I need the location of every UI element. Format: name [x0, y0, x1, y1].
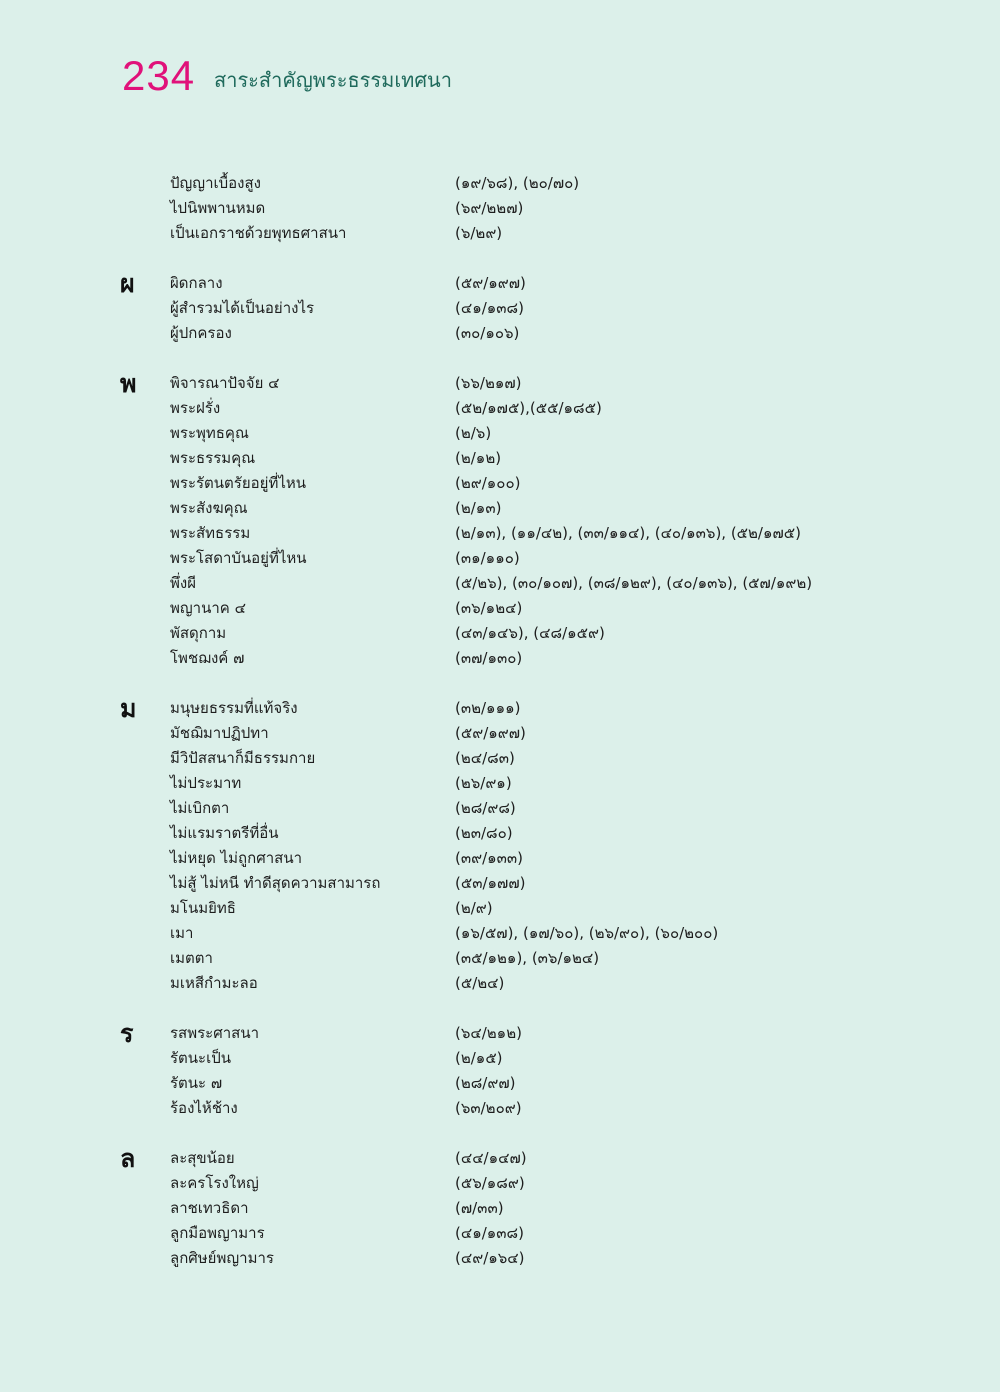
index-entry — [0, 646, 1000, 671]
index-entry — [0, 521, 1000, 546]
entry-reference: (๓๗/๑๓๐) — [455, 649, 523, 667]
entry-term: ร้องไห้ช้าง — [170, 1099, 238, 1117]
index-entry — [0, 821, 1000, 846]
entry-reference: (๓๒/๑๑๑) — [455, 699, 521, 717]
entry-reference: (๕/๒๔) — [455, 974, 505, 992]
index-entry — [0, 746, 1000, 771]
entry-term: มโนมยิทธิ — [170, 899, 236, 917]
entry-term: ผู้ปกครอง — [170, 324, 232, 342]
index-entry — [0, 1096, 1000, 1121]
entry-reference: (๓๐/๑๐๖) — [455, 324, 520, 342]
entry-term: ผู้สำรวมได้เป็นอย่างไร — [170, 299, 315, 317]
entry-reference: (๒๓/๘๐) — [455, 824, 513, 842]
index-entry — [0, 871, 1000, 896]
index-section — [0, 171, 1000, 246]
entry-reference: (๓๕/๑๒๑), (๓๖/๑๒๔) — [455, 949, 600, 967]
entry-reference: (๒๘/๙๘) — [455, 799, 516, 817]
entry-term: มีวิปัสสนาก็มีธรรมกาย — [170, 749, 316, 767]
entry-term: ลาชเทวธิดา — [170, 1199, 249, 1217]
index-entry — [0, 571, 1000, 596]
index-entry — [0, 271, 1000, 296]
entry-reference: (๖๙/๒๒๗) — [455, 199, 524, 217]
index-entry — [0, 221, 1000, 246]
entry-reference: (๒๖/๙๑) — [455, 774, 512, 792]
entry-term: พญานาค ๔ — [170, 599, 246, 617]
index-entry — [0, 196, 1000, 221]
entry-reference: (๔๔/๑๔๗) — [455, 1149, 527, 1167]
entry-term: พระโสดาบันอยู่ที่ไหน — [170, 549, 307, 567]
index-entry — [0, 1221, 1000, 1246]
entry-reference: (๒๘/๙๗) — [455, 1074, 516, 1092]
entry-term: ละครโรงใหญ่ — [170, 1174, 259, 1192]
entry-term: ไม่เบิกตา — [170, 799, 230, 817]
entry-reference: (๕๙/๑๙๗) — [455, 274, 526, 292]
entry-reference: (๖๓/๒๐๙) — [455, 1099, 522, 1117]
entry-reference: (๒/๙) — [455, 899, 493, 917]
index-entry — [0, 696, 1000, 721]
index-entry — [0, 446, 1000, 471]
index-entry — [0, 1071, 1000, 1096]
entry-term: รัตนะเป็น — [170, 1049, 232, 1067]
entry-reference: (๒/๑๒) — [455, 449, 502, 467]
entry-reference: (๓๑/๑๑๐) — [455, 549, 520, 567]
index-entry — [0, 546, 1000, 571]
index-entry — [0, 1146, 1000, 1171]
section-letter: ร — [120, 1019, 134, 1048]
entry-reference: (๒๔/๘๓) — [455, 749, 515, 767]
entry-term: ปัญญาเบื้องสูง — [170, 174, 261, 192]
index-entry — [0, 496, 1000, 521]
entry-reference: (๒๙/๑๐๐) — [455, 474, 521, 492]
index-entry — [0, 321, 1000, 346]
entry-reference: (๕๓/๑๗๗) — [455, 874, 526, 892]
index-entry — [0, 946, 1000, 971]
page-number: 234 — [122, 52, 196, 99]
entry-term: ไม่แรมราตรีที่อื่น — [170, 824, 279, 842]
entry-reference: (๒/๑๓), (๑๑/๔๒), (๓๓/๑๑๔), (๔๐/๑๓๖), (๕๒/๑๗๕) — [455, 524, 801, 542]
index-entry — [0, 621, 1000, 646]
entry-term: ไม่หยุด ไม่ถูกศาสนา — [170, 849, 302, 867]
book-title: สาระสำคัญพระธรรมเทศนา — [214, 68, 452, 92]
entry-reference: (๕๒/๑๗๕),(๕๕/๑๘๕) — [455, 399, 602, 417]
entry-term: เมตตา — [170, 949, 213, 967]
section-letter: ผ — [120, 269, 135, 298]
section-letter: ม — [120, 694, 137, 723]
index-entry — [0, 896, 1000, 921]
index-entry — [0, 1046, 1000, 1071]
index-entry — [0, 721, 1000, 746]
entry-reference: (๒/๖) — [455, 424, 492, 442]
index-entry — [0, 1246, 1000, 1271]
entry-reference: (๔๑/๑๓๘) — [455, 1224, 524, 1242]
index-entry — [0, 296, 1000, 321]
index-section — [0, 696, 1000, 996]
entry-reference: (๖/๒๙) — [455, 224, 503, 242]
index-entry — [0, 971, 1000, 996]
entry-term: ไม่ประมาท — [170, 774, 242, 792]
entry-term: รสพระศาสนา — [170, 1024, 259, 1042]
entry-reference: (๑๖/๕๗), (๑๗/๖๐), (๒๖/๙๐), (๖๐/๒๐๐) — [455, 924, 719, 942]
entry-term: พระรัตนตรัยอยู่ที่ไหน — [170, 474, 307, 492]
section-letter: ล — [120, 1144, 136, 1173]
entry-term: พระสัทธรรม — [170, 524, 251, 542]
index-entry — [0, 921, 1000, 946]
entry-term: มเหสีกำมะลอ — [170, 974, 258, 992]
entry-reference: (๓๙/๑๓๓) — [455, 849, 524, 867]
index-entry — [0, 596, 1000, 621]
entry-reference: (๒/๑๕) — [455, 1049, 503, 1067]
entry-term: ลูกมือพญามาร — [170, 1224, 265, 1242]
section-letter: พ — [120, 369, 137, 398]
entry-term: พิจารณาปัจจัย ๔ — [170, 374, 280, 392]
entry-reference: (๔๙/๑๖๔) — [455, 1249, 525, 1267]
index-entry — [0, 1171, 1000, 1196]
entry-reference: (๖๖/๒๑๗) — [455, 374, 522, 392]
index-section — [0, 371, 1000, 671]
entry-reference: (๒/๑๓) — [455, 499, 502, 517]
entry-term: พระธรรมคุณ — [170, 449, 256, 467]
entry-term: เมา — [170, 924, 194, 942]
entry-term: โพชฌงค์ ๗ — [170, 649, 245, 667]
entry-reference: (๕/๒๖), (๓๐/๑๐๗), (๓๘/๑๒๙), (๔๐/๑๓๖), (๕๗/๑๙๒) — [455, 574, 813, 592]
entry-term: พระสังฆคุณ — [170, 499, 248, 517]
entry-term: ละสุขน้อย — [170, 1149, 235, 1167]
entry-reference: (๓๖/๑๒๔) — [455, 599, 523, 617]
entry-reference: (๔๑/๑๓๘) — [455, 299, 524, 317]
index-entry — [0, 171, 1000, 196]
entry-term: พระพุทธคุณ — [170, 424, 249, 442]
index-section — [0, 271, 1000, 346]
index-section — [0, 1146, 1000, 1271]
entry-term: มนุษยธรรมที่แท้จริง — [170, 699, 298, 717]
entry-term: ลูกศิษย์พญามาร — [170, 1249, 274, 1267]
entry-reference: (๖๔/๒๑๒) — [455, 1024, 522, 1042]
index-entry — [0, 471, 1000, 496]
entry-term: รัตนะ ๗ — [170, 1074, 223, 1092]
entry-reference: (๕๙/๑๙๗) — [455, 724, 526, 742]
entry-term: เป็นเอกราชด้วยพุทธศาสนา — [170, 224, 347, 242]
index-entry — [0, 796, 1000, 821]
index-list — [0, 171, 1000, 1296]
index-entry — [0, 771, 1000, 796]
entry-term: ไปนิพพานหมด — [170, 199, 266, 217]
entry-reference: (๔๓/๑๔๖), (๔๘/๑๕๙) — [455, 624, 605, 642]
index-entry — [0, 371, 1000, 396]
index-entry — [0, 846, 1000, 871]
entry-term: มัชฌิมาปฏิปทา — [170, 724, 269, 742]
entry-reference: (๑๙/๖๘), (๒๐/๗๐) — [455, 174, 580, 192]
entry-term: พึ่งผี — [170, 574, 197, 592]
entry-term: พัสดุกาม — [170, 624, 227, 642]
entry-reference: (๕๖/๑๘๙) — [455, 1174, 525, 1192]
index-entry — [0, 1021, 1000, 1046]
index-entry — [0, 1196, 1000, 1221]
entry-term: ผิดกลาง — [170, 274, 223, 292]
entry-reference: (๗/๓๓) — [455, 1199, 504, 1217]
index-section — [0, 1021, 1000, 1121]
index-entry — [0, 421, 1000, 446]
entry-term: ไม่สู้ ไม่หนี ทำดีสุดความสามารถ — [170, 874, 381, 892]
index-entry — [0, 396, 1000, 421]
entry-term: พระฝรั่ง — [170, 399, 221, 417]
